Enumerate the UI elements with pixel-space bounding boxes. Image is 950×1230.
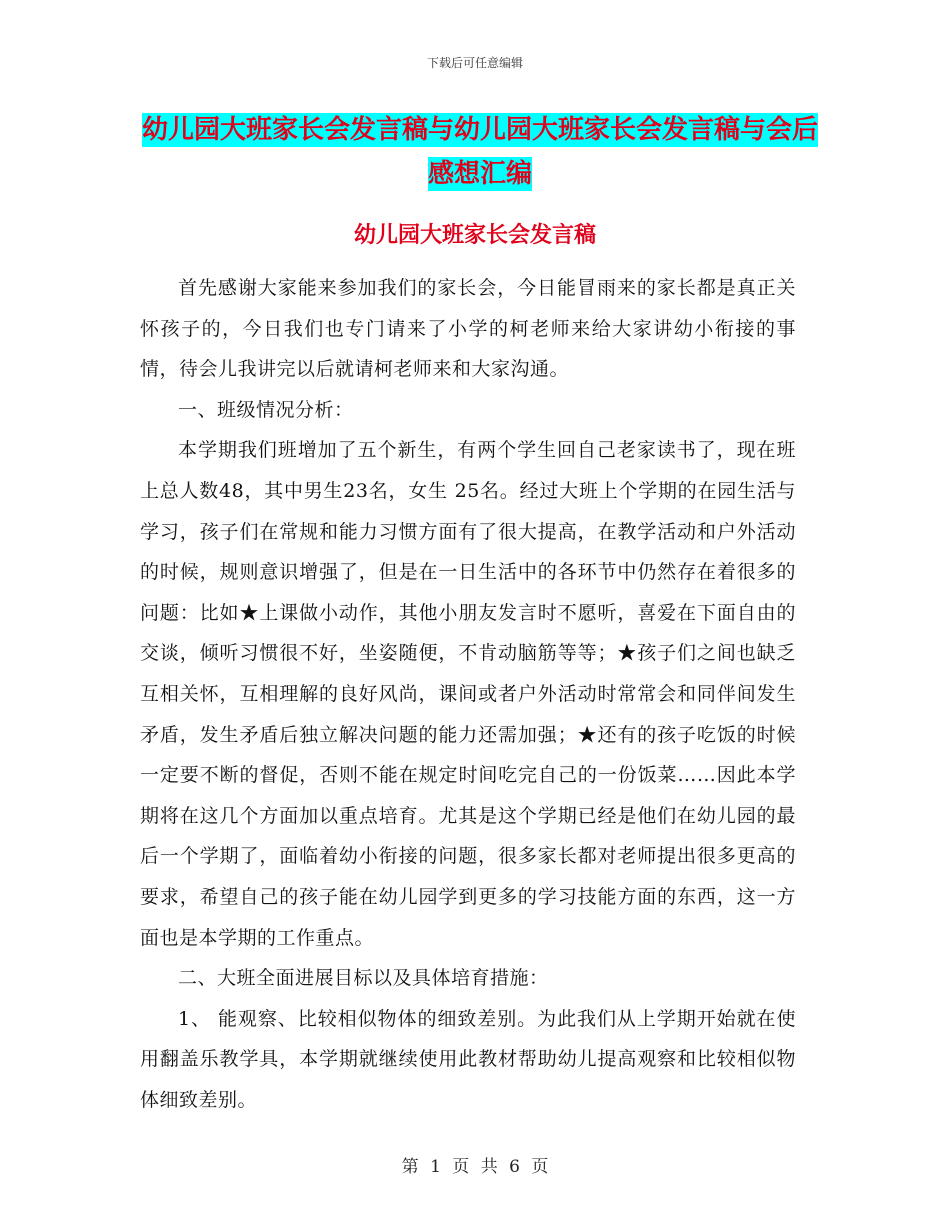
page-indicator: 第 1 页 共 6 页 — [401, 1157, 549, 1177]
document-title — [140, 108, 820, 196]
paragraph: 1、 能观察、比较相似物体的细致差别。为此我们从上学期开始就在使用翻盖乐教学具，本学期就继续使用此教材帮助幼儿提高观察和比较相似物体细致差别。 — [140, 1007, 796, 1111]
section-title: 幼儿园大班家长会发言稿 — [353, 223, 596, 248]
paragraph-heading: 一、班级情况分析： — [178, 398, 354, 421]
paragraph-heading: 二、大班全面进展目标以及具体培育措施： — [178, 967, 549, 990]
paragraph: 本学期我们班增加了五个新生，有两个学生回自己老家读书了，现在班上总人数48，其中男生23名，女生 25名。经过大班上个学期的在园生活与学习，孩子们在常规和能力习惯方面有了很大提高，在教学活动和户外活动的时候，规则意识增强了，但是在一日生活中的各环节中仍然存在着很多的问题：比如★上课做小动作，其他小朋友发言时不愿听，喜爱在下面自由的交谈，倾听习惯很不好，坐姿随便，不肯动脑筋等等；★孩子们之间也缺乏互相关怀，互相理解的良好风尚，课间或者户外活动时常常会和同伴间发生矛盾，发生矛盾后独立解决问题的能力还需加强；★还有的孩子吃饭的时候一定要不断的督促，否则不能在规定时间吃完自己的一份饭菜……因此本学期将在这几个方面加以重点培育。尤其是这个学期已经是他们在幼儿园的最后一个学期了，面临着幼小衔接的问题，很多家长都对老师提出很多更高的要求，希望自己的孩子能在幼儿园学到更多的学习技能方面的东西，这一方面也是本学期的工作重点。 — [140, 439, 796, 949]
paragraph: 首先感谢大家能来参加我们的家长会，今日能冒雨来的家长都是真正关怀孩子的，今日我们也专门请来了小学的柯老师来给大家讲幼小衔接的事情，待会儿我讲完以后就请柯老师来和大家沟通。 — [140, 277, 796, 381]
body-text — [140, 268, 796, 1120]
document-title-text: 幼儿园大班家长会发言稿与幼儿园大班家长会发言稿与会后感想汇编 — [141, 115, 818, 189]
header-note: 下载后可任意编辑 — [426, 56, 523, 70]
